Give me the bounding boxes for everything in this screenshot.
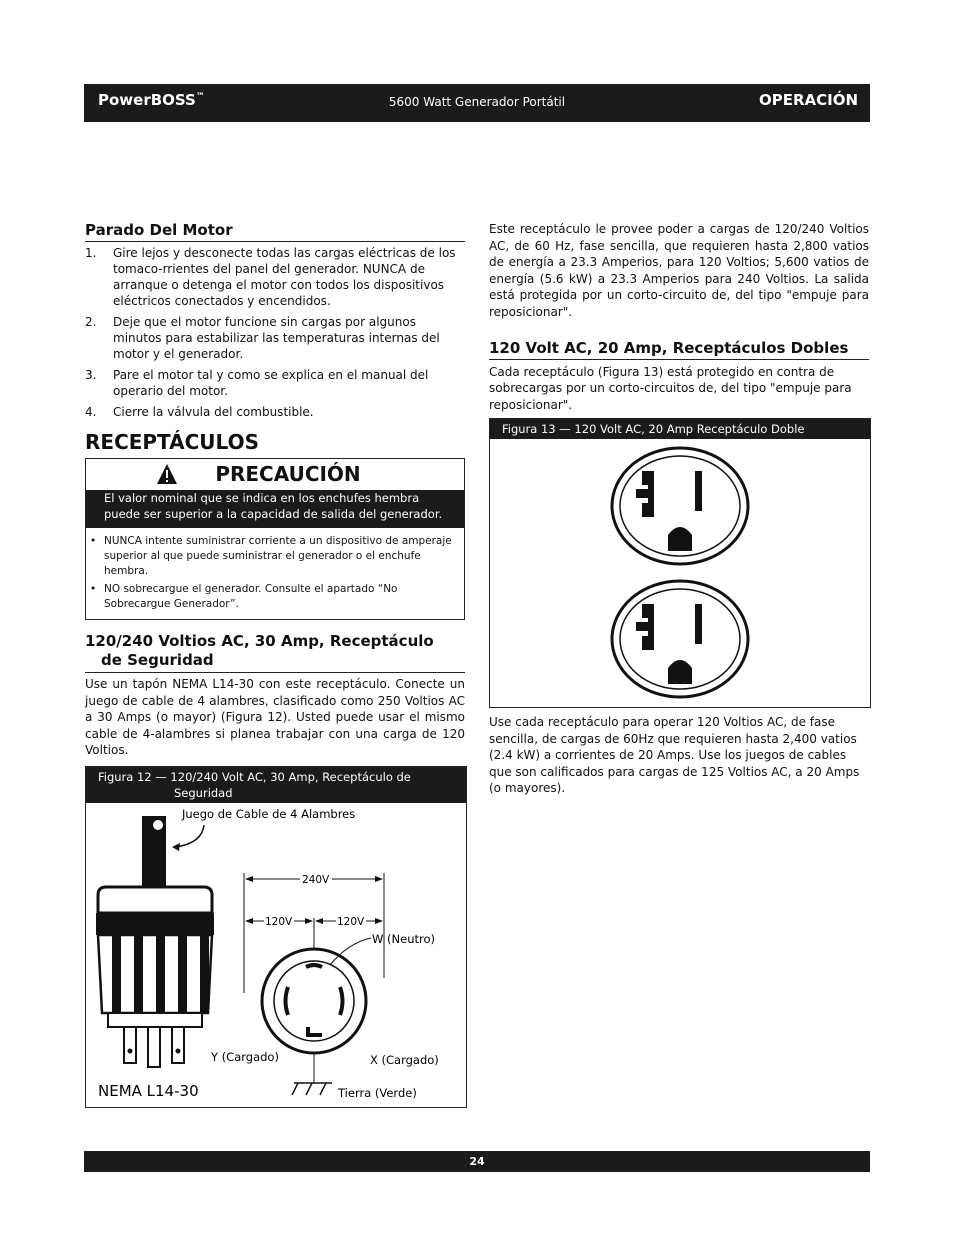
plug-cap	[98, 887, 212, 913]
figure-13-caption: Figura 13 — 120 Volt AC, 20 Amp Receptáculo Doble	[490, 419, 870, 439]
cable-label: Juego de Cable de 4 Alambres	[182, 806, 356, 821]
left-column	[85, 222, 465, 1108]
cable-label-arrow	[176, 825, 204, 847]
list-item: 4. Cierre la válvula del combustible.	[85, 404, 314, 419]
hot-slot	[695, 604, 702, 644]
duplex-usage-text: Use cada receptáculo para operar 120 Voltios AC, de fase sencilla, de cargas de 60Hz que requieren hasta 2,400 vatios (2.4 kW) a corrientes de 20 Amps. Use los juegos de cables que son calificados para cargas de 125 Voltios AC, a 20 Amps (o mayores).	[489, 715, 860, 795]
caution-box	[85, 458, 465, 620]
prong	[124, 1027, 136, 1063]
plug-base	[108, 1013, 202, 1027]
voltage-120-right-label: 120V	[337, 915, 365, 928]
voltage-120-left-label: 120V	[265, 915, 293, 928]
caution-note: El valor nominal que se indica en los enchufes hembra puede ser superior a la capacidad de salida del generador.	[86, 490, 464, 528]
l14-30-diagram	[86, 803, 466, 1107]
prong	[148, 1027, 160, 1067]
prong	[172, 1027, 184, 1063]
w-neutral-label: W (Neutro)	[372, 931, 435, 946]
page-header	[84, 84, 870, 122]
stop-steps-list	[85, 245, 465, 420]
ground-label: Tierra (Verde)	[338, 1085, 417, 1100]
plug-collar	[96, 913, 214, 935]
caution-title-row	[86, 459, 464, 490]
nema-label: NEMA L14-30	[98, 1081, 199, 1100]
list-item: 3. Pare el motor tal y como se explica en el manual del operario del motor.	[85, 367, 429, 398]
cable-end	[153, 820, 163, 830]
section-title: OPERACIÓN	[758, 91, 858, 109]
hot-slot	[695, 471, 702, 511]
list-item: • NUNCA intente suministrar corriente a un dispositivo de amperaje superior al que puede suministrar el generador o el enchufe hembra.	[104, 534, 458, 579]
twist-lock-output-text: Este receptáculo le provee poder a cargas de 120/240 Voltios AC, de 60 Hz, fase sencilla, que requieren hasta 2,800 vatios de energía a 23.3 Amperios, para 120 Voltios; 5,600 vatios de energía (5.6 kW) a 23.3 Amperios para 240 Voltios. La salida está protegida por un corto-circuito de, del tipo "empuje para reposicionar".	[489, 222, 869, 319]
y-loaded-label: Y (Cargado)	[211, 1049, 279, 1064]
voltage-240-label: 240V	[302, 873, 330, 886]
document-title: 5600 Watt Generador Portátil	[388, 95, 566, 109]
duplex-receptacle-diagram	[490, 439, 870, 707]
list-item: 1. Gire lejos y desconecte todas las cargas eléctricas de los tomaco-rrientes del panel del generador. NUNCA de arranque o detenga el motor con todos los dispositivos eléctricos conectados y encendidos.	[85, 245, 456, 308]
right-column	[489, 221, 869, 797]
slot-w	[306, 965, 322, 967]
list-item: • NO sobrecargue el generador. Consulte el apartado “No Sobrecargue Generador”.	[104, 582, 458, 612]
list-item: 2. Deje que el motor funcione sin cargas por algunos minutos para estabilizar las temperaturas internas del motor y el generador.	[85, 314, 440, 361]
brand-name: PowerBOSS™	[98, 91, 205, 109]
duplex-body: Cada receptáculo (Figura 13) está protegido en contra de sobrecargas por un corto-circuitos de, del tipo "empuje para reposicionar".	[489, 364, 852, 412]
stop-engine-heading: Parado Del Motor	[85, 222, 465, 242]
page-number: 24	[84, 1151, 870, 1172]
figure-12-caption: Figura 12 — 120/240 Volt AC, 30 Amp, Receptáculo de Seguridad	[86, 767, 466, 803]
caution-title: PRECAUCIÓN	[215, 462, 361, 486]
twist-lock-heading: 120/240 Voltios AC, 30 Amp, Receptáculo de Seguridad	[85, 632, 465, 673]
caution-bullets	[86, 528, 464, 619]
twist-lock-body: Use un tapón NEMA L14-30 con este receptáculo. Conecte un juego de cable de 4 alambres, clasificado como 250 Voltios AC a 30 Amps (o mayor) (Figura 12). Usted puede usar el mismo cable de 4-alambres si planea trabajar con una carga de 120 Voltios.	[85, 677, 465, 757]
warning-icon	[156, 463, 178, 485]
x-loaded-label: X (Cargado)	[370, 1052, 439, 1067]
receptacles-heading: RECEPTÁCULOS	[85, 429, 259, 454]
figure-13	[489, 418, 871, 708]
figure-12	[85, 766, 467, 1108]
duplex-heading: 120 Volt AC, 20 Amp, Receptáculos Dobles	[489, 340, 869, 360]
